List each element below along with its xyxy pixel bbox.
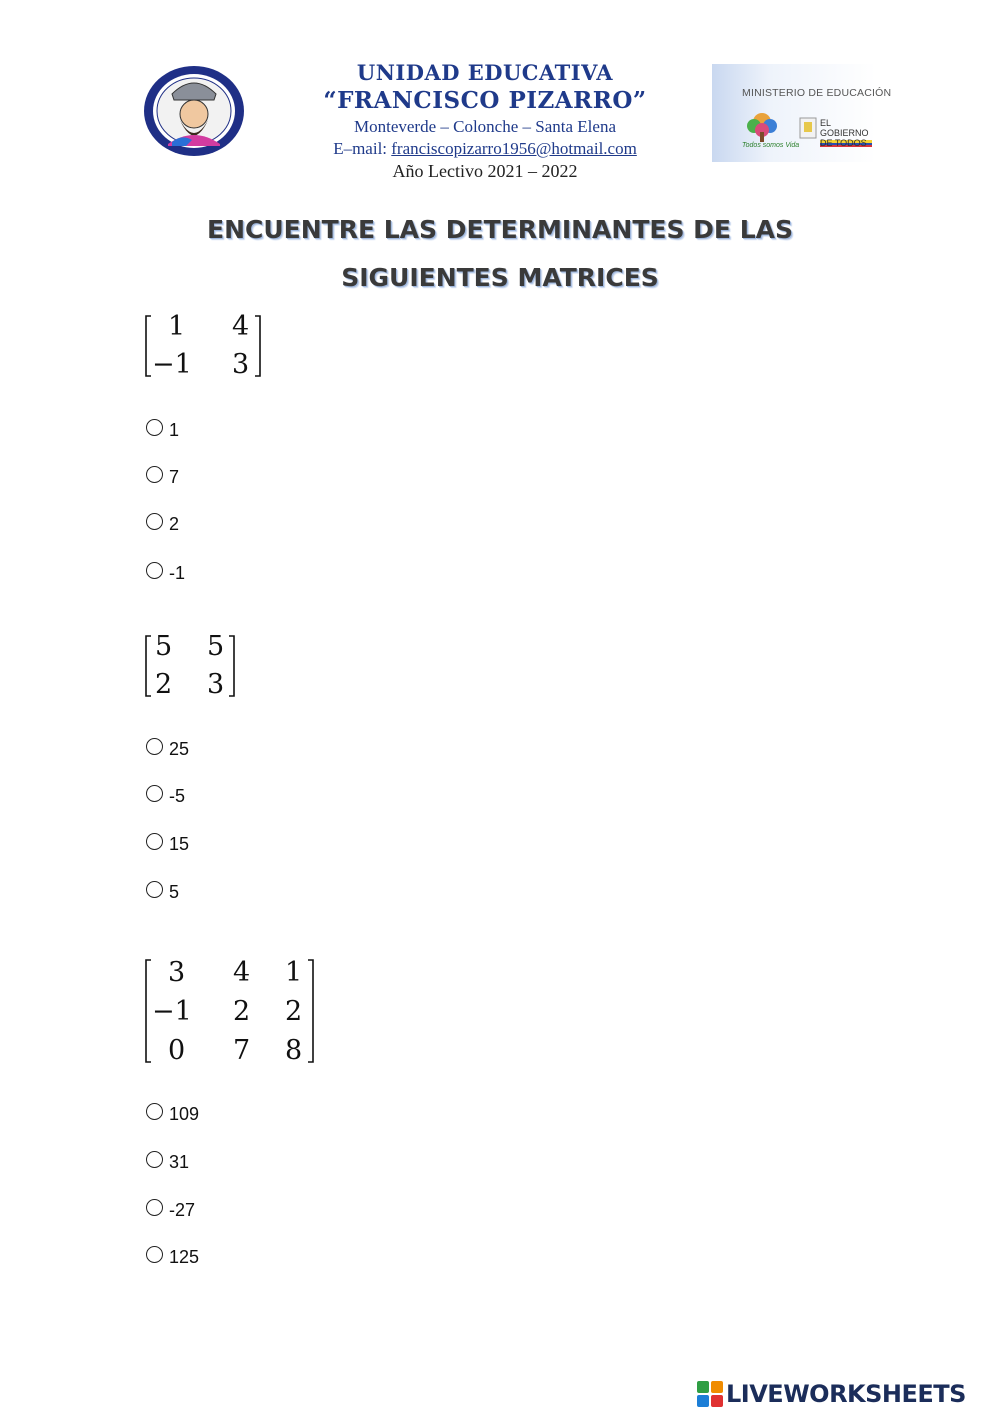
answer-option[interactable]: [146, 832, 189, 856]
matrix-cell: 2: [285, 996, 303, 1027]
option-label: 7: [169, 466, 180, 487]
government-logo-text: EL GOBIERNO DE TODOS: [820, 118, 869, 148]
title-line1: ENCUENTRE LAS DETERMINANTES DE LAS: [207, 215, 793, 244]
brand-text: LIVEWORKSHEETS: [726, 1380, 966, 1408]
matrix-cell: 2: [233, 996, 251, 1027]
answer-option[interactable]: [146, 1150, 189, 1174]
radio-button[interactable]: [146, 785, 163, 802]
option-label: 109: [169, 1103, 200, 1124]
answer-option[interactable]: [146, 737, 189, 761]
radio-button[interactable]: [146, 1151, 163, 1168]
matrix-cell: 8: [285, 1035, 303, 1066]
email-label: E–mail:: [333, 139, 392, 158]
email-link[interactable]: franciscopizarro1956@hotmail.com: [391, 139, 637, 158]
matrix-cell: 0: [168, 1035, 186, 1066]
matrix-cell: 4: [233, 957, 251, 988]
option-label: 5: [169, 881, 180, 902]
radio-button[interactable]: [146, 419, 163, 436]
title-line2: SIGUIENTES MATRICES: [341, 263, 659, 292]
worksheet-title: [150, 206, 850, 302]
option-label: -1: [169, 562, 186, 583]
radio-button[interactable]: [146, 1103, 163, 1120]
liveworksheets-logo-icon: [697, 1381, 723, 1407]
option-label: 125: [169, 1246, 200, 1267]
answer-option[interactable]: [146, 418, 179, 442]
matrix-cell: 5: [155, 631, 173, 662]
option-label: 1: [169, 419, 180, 440]
school-name-line1: UNIDAD EDUCATIVA: [356, 60, 614, 85]
radio-button[interactable]: [146, 562, 163, 579]
answer-option[interactable]: [146, 1102, 199, 1126]
radio-button[interactable]: [146, 513, 163, 530]
answer-option[interactable]: [146, 465, 179, 489]
matrix-cell: −1: [152, 996, 192, 1027]
matrix-question-2: [142, 632, 240, 700]
radio-button[interactable]: [146, 881, 163, 898]
matrix-cell: −1: [152, 349, 192, 380]
document-header: [0, 0, 1000, 190]
ministry-tree-caption: Todos somos Vida: [742, 142, 800, 149]
school-name-line2: “FRANCISCO PIZARRO”: [323, 87, 647, 114]
option-label: 31: [169, 1151, 190, 1172]
answer-option[interactable]: [146, 1245, 199, 1269]
matrix-question-1: [142, 312, 266, 380]
school-email-line: [280, 138, 690, 160]
matrix-cell: 3: [207, 669, 225, 700]
answer-option[interactable]: [146, 561, 185, 585]
answer-option[interactable]: [146, 1198, 195, 1222]
school-seal-logo: [142, 64, 246, 158]
matrix-cell: 1: [168, 311, 186, 342]
school-location: Monteverde – Colonche – Santa Elena: [353, 117, 616, 136]
ministry-logo: [712, 64, 892, 162]
option-label: 2: [169, 513, 180, 534]
matrix-cell: 4: [232, 311, 250, 342]
option-label: -27: [169, 1199, 196, 1220]
matrix-question-3: [142, 956, 320, 1066]
matrix-cell: 1: [285, 957, 303, 988]
option-label: -5: [169, 785, 186, 806]
matrix-cell: 7: [233, 1035, 251, 1066]
school-year: Año Lectivo 2021 – 2022: [392, 161, 578, 181]
option-label: 25: [169, 738, 190, 759]
radio-button[interactable]: [146, 833, 163, 850]
answer-option[interactable]: [146, 880, 179, 904]
option-label: 15: [169, 833, 190, 854]
matrix-cell: 2: [155, 669, 173, 700]
answer-option[interactable]: [146, 784, 185, 808]
radio-button[interactable]: [146, 1199, 163, 1216]
school-info: [280, 60, 690, 182]
answer-option[interactable]: [146, 512, 179, 536]
matrix-cell: 3: [168, 957, 186, 988]
liveworksheets-brand: [697, 1378, 966, 1410]
matrix-cell: 5: [207, 631, 225, 662]
ministry-title: MINISTERIO DE EDUCACIÓN: [742, 87, 892, 99]
radio-button[interactable]: [146, 1246, 163, 1263]
radio-button[interactable]: [146, 466, 163, 483]
radio-button[interactable]: [146, 738, 163, 755]
matrix-cell: 3: [232, 349, 250, 380]
